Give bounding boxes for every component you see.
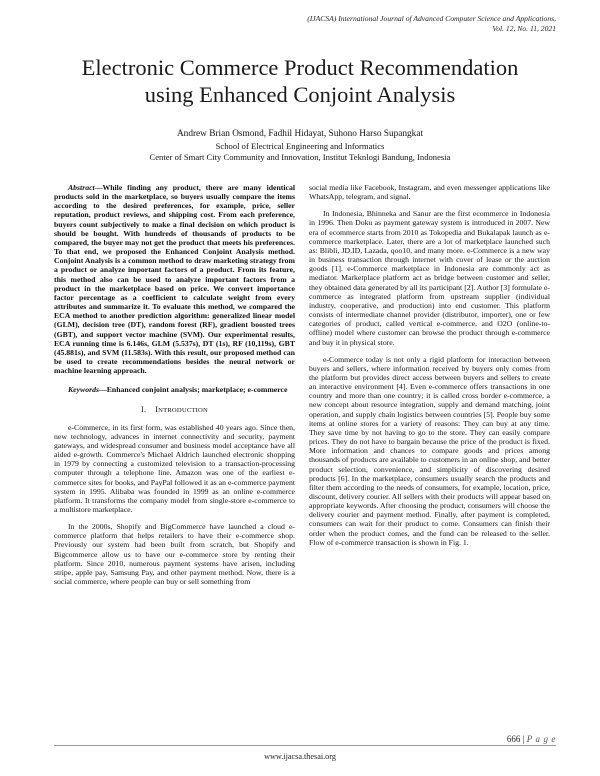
affiliation-line-1: School of Electrical Engineering and Informatics bbox=[215, 141, 385, 151]
journal-header bbox=[156, 14, 556, 34]
abstract-text: —While finding any product, there are many identical products sold in the marketplace, so buyers usually compare the items according to the desired preferences, for example, price, seller reputation, product reviews, and shipping cost. From each preference, buyers count subjectively to make a final decision on which product is should be bought. With hundreds of thousands of products to be compared, the buyer may not get the product that meets his preferences. To that end, we proposed the Enhanced Conjoint Analysis method. Conjoint Analysis is a common method to draw marketing strategy from a product or analyze important factors of a product. From its feature, this method also can be used to analyze important factors from a product in the marketplace based on price. We convert importance factor percentage as a coefficient to calculate weight from every attributes and summarize it. To evaluate this method, we compared the ECA method to another prediction algorithm: generalized linear model (GLM), decision tree (DT), random forest (RF), gradient boosted trees (GBT), and support vector machine (SVM). Our experimental results, ECA running time is 6.146s, GLM (5.537s), DT (1s), RF (10,119s), GBT (45.881s), and SVM (11.583s). With this result, our proposed method can be used to create recommendations besides the neural network or machine learning approach. bbox=[54, 183, 295, 376]
journal-volume: Vol. 12, No. 11, 2021 bbox=[492, 24, 556, 33]
section-heading-introduction bbox=[54, 405, 295, 415]
footer-divider bbox=[54, 745, 556, 746]
paper-title bbox=[0, 54, 600, 108]
body-paragraph: social media like Facebook, Instagram, and even messenger applications like WhatsApp, telegram, and signal. bbox=[309, 183, 550, 202]
journal-url[interactable]: www.ijacsa.thesai.org bbox=[264, 752, 336, 761]
page-separator: | bbox=[520, 734, 527, 744]
title-line-2: using Enhanced Conjoint Analysis bbox=[144, 82, 456, 107]
affiliation-line-2: Center of Smart City Community and Innovation, Institut Teknlogi Bandung, Indonesia bbox=[149, 152, 451, 162]
journal-name: (IJACSA) International Journal of Advanced Computer Science and Applications, bbox=[307, 14, 556, 23]
page-label: P a g e bbox=[526, 734, 556, 744]
section-title-rest: NTRODUCTION bbox=[158, 407, 208, 415]
left-column bbox=[54, 183, 295, 586]
keywords-lead: Keywords bbox=[68, 385, 99, 395]
body-paragraph: In the 2000s, Shopify and BigCommerce have launched a cloud e-commerce platform that helps retailers to have their e-commerce shop. Previously our system had been built from scratch, but Shopify and Bigcommerce allow us to have our e-commerce store by renting their platform. Since 2010, numerous payment systems have arisen, including stripe, apple pay, Samsung Pay, and other payment method. Now, there is a social commerce, where people can buy or sell something from bbox=[54, 522, 295, 587]
page-number-value: 666 bbox=[506, 734, 521, 744]
body-paragraph: In Indonesia, Bhinneka and Sanur are the first ecommerce in Indonesia in 1996. Then Doku as payment gateway system is introduced in 2007. New era of ecommerce starts from 2010 as Tokopedia and Bukalapak launch as e-commerce marketplace. Later, there are a lot of marketplace launched such as: Blibli, JD.ID, Lazada, qoo10, and many more. e-Commerce is a new way in business transaction through internet with cover of lease or the auction goods [1]. e-Commerce marketplace in Indonesia are commonly act as mediator. Marketplace platform act as bridge between customer and seller, they obtained data generated by all its participant [2]. Author [3] formulate e-commerce as integrated platform from upstream supplier (individual industry, cooperative, and production) into end customer. This platform consists of intermediate channel provider (distributor, importer), one or few categories of product, called vertical e-commerce, and O2O (online-to-offline) model where customer can browse the product through e-commerce and buy it in physical store. bbox=[309, 209, 550, 347]
body-paragraph: e-Commerce, in its first form, was established 40 years ago. Since then, new technology, advances in internet connectivity and security, payment gateways, and widespread consumer and business model acceptance have all aided e-growth. Commerce's Michael Aldrich launched electronic shopping in 1979 by connecting a customized television to a transaction-processing computer through a telephone line. Amazon was one of the earliest e-commerce sites for books, and PayPal followed it as an e-commerce payment system in 1995. Alibaba was founded in 1999 as an online e-commerce platform. It transforms the company model from single-store e-commerce to a multistore marketplace. bbox=[54, 422, 295, 514]
abstract bbox=[54, 183, 295, 375]
keywords bbox=[54, 385, 295, 394]
keywords-text: —Enhanced conjoint analysis; marketplace; e-commerce bbox=[99, 385, 288, 395]
right-column bbox=[309, 183, 550, 547]
affiliation bbox=[0, 141, 600, 163]
section-number: I. bbox=[141, 405, 147, 415]
abstract-lead: Abstract bbox=[68, 183, 95, 192]
body-paragraph: e-Commerce today is not only a rigid platform for interaction between buyers and sellers, where information received by buyers only comes from the platform but provides direct access between buyers and sellers to create an interactive environment [4]. Even e-commerce offers transactions in one country and more than one country; it is called cross border e-commerce, a new concept about resource integration, supply and demand matching, joint operation, and supply chain logistics between countries [5]. People buy some items at online stores for a variety of reasons: They can buy at any time. They save time by not having to go to the store. They can easily compare prices. They do not have to bargain because the price of the product is fixed. More information and chances to compare goods and prices among thousands of products are available to customers in an online shop, and better product selection, convenience, and simplicity of discovering desired products [6]. In the marketplace, consumers usually search the products and filter them according to the needs of consumers, for example, location, price, discount, delivery courier. All sellers with their products will appear based on appropriate keywords. After choosing the product, consumers will choose the delivery courier and payment method. Finally, after payment is completed, consumers can wait for their product to come. Consumers can finish their order when the product comes, and the fund can be released to the seller. Flow of e-commerce transaction is shown in Fig. 1. bbox=[309, 354, 550, 547]
section-title-initial: I bbox=[155, 405, 159, 415]
page-number bbox=[507, 734, 556, 744]
author-list: Andrew Brian Osmond, Fadhil Hidayat, Suhono Harso Supangkat bbox=[176, 129, 424, 139]
title-line-1: Electronic Commerce Product Recommendation bbox=[81, 55, 519, 80]
